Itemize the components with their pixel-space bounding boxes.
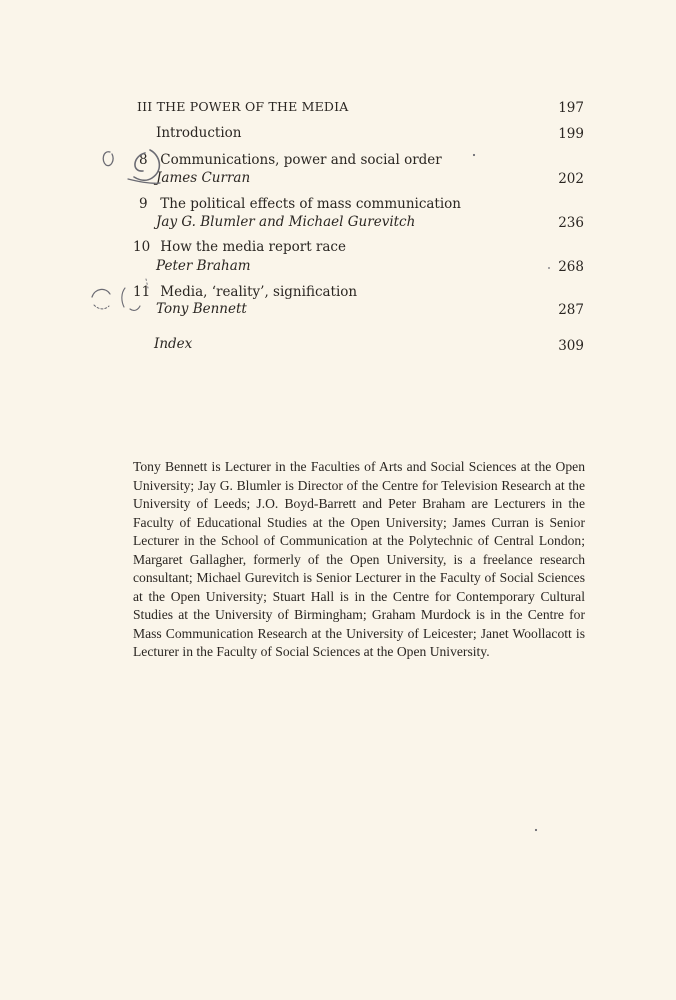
chapter-10-author: Peter Braham [156,258,251,274]
chapter-8-title: Communications, power and social order [160,152,442,168]
chapter-11-number: 11 [133,284,151,300]
pencil-dot [548,267,550,269]
index-title: Index [154,336,193,352]
index-page-number: 309 [558,338,584,354]
chapter-9-title: The political effects of mass communication [160,196,462,212]
introduction-page-number: 199 [558,126,584,142]
chapter-11-author: Tony Bennett [156,301,247,317]
chapter-8-circle-mark [134,150,159,180]
chapter-11-dotted-mark [146,279,148,288]
contributors-note: Tony Bennett is Lecturer in the Faculties of Arts and Social Sciences at the Open University; Jay G. Blumler is Director of the Centre for Television Research at the University of Leeds; J.O. Boyd-Barrett and Peter Braham are Lecturers in the Faculty of Educational Studies at the Open University; James Curran is Senior Lecturer in the School of Communication at the Polytechnic of Central London; Margaret Gallagher, formerly of the Open University, is a freelance research consultant; Michael Gurevitch is Senior Lecturer in the Faculty of Social Sciences at the Open University; Stuart Hall is in the Centre for Contemporary Cultural Studies at the University of Birmingham; Graham Murdock is in the Centre for Mass Communication Research at the University of Leicester; Janet Woollacott is Lecturer in the Faculty of Social Sciences at the Open University. [133,459,585,659]
chapter-10-number: 10 [133,239,151,255]
chapter-9-author: Jay G. Blumler and Michael Gurevitch [156,214,416,230]
chapter-9-page-number: 236 [558,215,584,231]
chapter-8-number: 8 [139,152,148,168]
margin-arc-mark [92,289,110,297]
margin-circle-mark [103,152,113,166]
pencil-dot [473,154,475,156]
part-page-number: 197 [558,100,584,116]
chapter-9-number: 9 [139,196,148,212]
pencil-dot [535,829,537,831]
chapter-8-author: James Curran [156,170,251,186]
chapter-10-page-number: 268 [558,259,584,275]
margin-tick-mark [94,305,109,309]
chapter-10-title: How the media report race [160,239,346,255]
chapter-11-bracket-mark [122,288,140,310]
chapter-8-page-number: 202 [558,171,584,187]
chapter-11-page-number: 287 [558,302,584,318]
chapter-11-title: Media, ‘reality’, signification [160,284,358,300]
part-title: III THE POWER OF THE MEDIA [137,99,349,114]
introduction-title: Introduction [156,125,242,141]
